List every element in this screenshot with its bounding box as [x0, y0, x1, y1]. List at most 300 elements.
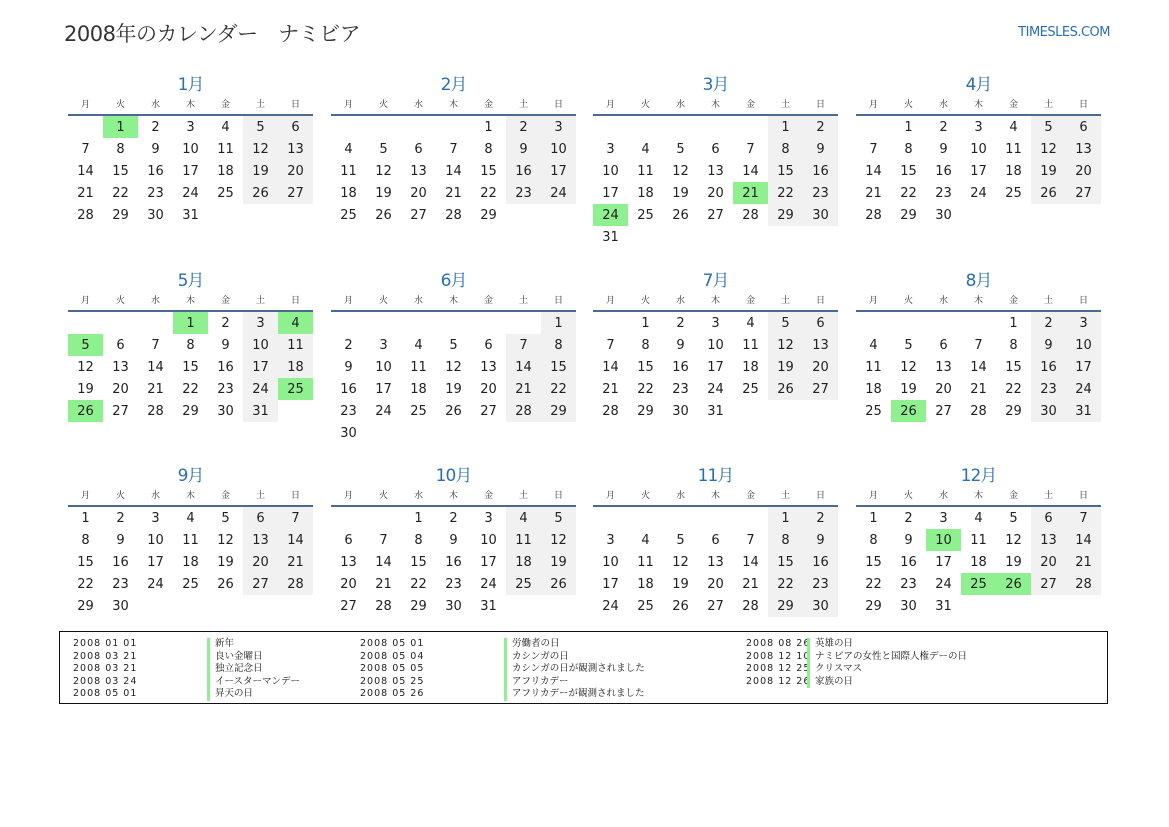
day-cell: 26	[445, 403, 462, 419]
day-cell: 15	[480, 163, 497, 179]
day-cell: 29	[480, 207, 497, 223]
day-cell: 8	[116, 141, 125, 157]
day-cell: 6	[116, 337, 125, 353]
month-2	[331, 74, 576, 226]
day-cell: 24	[243, 378, 278, 400]
day-cell: 23	[1031, 378, 1066, 400]
day-cell: 20	[112, 381, 129, 397]
empty-cell	[471, 311, 506, 334]
day-cell: 24	[707, 381, 724, 397]
empty-cell	[401, 422, 436, 444]
day-cell: 18	[182, 554, 199, 570]
day-cell: 10	[480, 532, 497, 548]
day-cell: 1	[904, 119, 913, 135]
day-cell: 4	[869, 337, 878, 353]
weekday-header: 火	[891, 292, 926, 311]
weekday-header: 月	[593, 96, 628, 115]
holiday-column	[73, 638, 393, 701]
weekday-header: 月	[68, 487, 103, 506]
day-cell: 28	[77, 207, 94, 223]
day-cell: 1	[103, 115, 138, 138]
day-cell: 23	[803, 573, 838, 595]
day-cell: 12	[375, 163, 392, 179]
empty-cell	[278, 400, 313, 422]
day-cell: 6	[484, 337, 493, 353]
holiday-row	[360, 663, 680, 676]
day-cell: 10	[602, 554, 619, 570]
day-cell: 25	[217, 185, 234, 201]
day-cell: 26	[541, 573, 576, 595]
empty-cell	[541, 422, 576, 444]
weekday-header: 土	[768, 487, 803, 506]
day-cell: 11	[742, 337, 759, 353]
weekday-header: 土	[506, 292, 541, 311]
day-cell: 22	[900, 185, 917, 201]
day-cell: 8	[904, 141, 913, 157]
day-cell: 11	[1005, 141, 1022, 157]
day-cell: 6	[939, 337, 948, 353]
day-cell: 23	[112, 576, 129, 592]
empty-cell	[733, 115, 768, 138]
day-cell: 10	[926, 529, 961, 551]
day-cell: 2	[449, 510, 458, 526]
day-cell: 8	[414, 532, 423, 548]
day-cell: 31	[480, 598, 497, 614]
day-cell: 26	[375, 207, 392, 223]
day-cell: 29	[541, 400, 576, 422]
day-cell: 22	[541, 378, 576, 400]
weekday-header: 日	[803, 96, 838, 115]
weekday-header: 日	[278, 96, 313, 115]
day-cell: 22	[410, 576, 427, 592]
day-cell: 8	[484, 141, 493, 157]
day-cell: 30	[147, 207, 164, 223]
day-cell: 9	[676, 337, 685, 353]
day-cell: 11	[865, 359, 882, 375]
weekday-header: 金	[208, 487, 243, 506]
day-cell: 24	[1066, 378, 1101, 400]
day-cell: 5	[1009, 510, 1018, 526]
day-cell: 1	[1009, 315, 1018, 331]
weekday-header: 日	[541, 292, 576, 311]
weekday-header: 日	[541, 96, 576, 115]
day-cell: 6	[243, 506, 278, 529]
day-cell: 8	[1009, 337, 1018, 353]
empty-cell	[628, 115, 663, 138]
weekday-header: 金	[471, 292, 506, 311]
day-cell: 7	[449, 141, 458, 157]
weekday-header: 火	[891, 487, 926, 506]
empty-cell	[628, 506, 663, 529]
holiday-name: カシンガの日	[504, 651, 569, 664]
weekday-header: 月	[856, 292, 891, 311]
day-cell: 16	[803, 551, 838, 573]
day-cell: 23	[803, 182, 838, 204]
day-cell: 15	[410, 554, 427, 570]
empty-cell	[996, 595, 1031, 617]
weekday-header: 金	[996, 292, 1031, 311]
day-cell: 8	[768, 529, 803, 551]
empty-cell	[331, 115, 366, 138]
day-cell: 29	[865, 598, 882, 614]
weekday-header: 水	[663, 96, 698, 115]
day-cell: 23	[900, 576, 917, 592]
day-cell: 6	[711, 532, 720, 548]
day-cell: 30	[803, 204, 838, 226]
weekday-header: 土	[506, 96, 541, 115]
holiday-name: 英雄の日	[807, 638, 853, 651]
weekday-header: 火	[891, 96, 926, 115]
day-cell: 7	[1066, 506, 1101, 529]
day-cell: 17	[480, 554, 497, 570]
empty-cell	[663, 115, 698, 138]
day-cell: 19	[672, 576, 689, 592]
holiday-name: 新年	[207, 638, 234, 651]
day-cell: 24	[970, 185, 987, 201]
day-cell: 27	[410, 207, 427, 223]
day-cell: 7	[974, 337, 983, 353]
holiday-date: 2008 08 26	[746, 638, 811, 649]
day-cell: 20	[278, 160, 313, 182]
day-cell: 26	[891, 400, 926, 422]
day-cell: 23	[935, 185, 952, 201]
day-cell: 19	[900, 381, 917, 397]
page-title: 2008年のカレンダー ナミビア	[64, 22, 361, 46]
day-cell: 2	[939, 119, 948, 135]
day-cell: 8	[768, 138, 803, 160]
holiday-name: 独立記念日	[207, 663, 263, 676]
day-cell: 12	[77, 359, 94, 375]
day-cell: 6	[1031, 506, 1066, 529]
day-cell: 27	[707, 207, 724, 223]
empty-cell	[628, 226, 663, 248]
day-cell: 19	[77, 381, 94, 397]
day-cell: 21	[970, 381, 987, 397]
day-cell: 20	[410, 185, 427, 201]
month-1	[68, 74, 313, 226]
day-cell: 16	[506, 160, 541, 182]
day-cell: 29	[112, 207, 129, 223]
day-cell: 28	[506, 400, 541, 422]
empty-cell	[1031, 204, 1066, 226]
weekday-header: 日	[803, 487, 838, 506]
day-cell: 15	[1005, 359, 1022, 375]
weekday-header: 金	[733, 96, 768, 115]
day-cell: 21	[733, 182, 768, 204]
day-cell: 17	[147, 554, 164, 570]
empty-cell	[768, 226, 803, 248]
day-cell: 8	[641, 337, 650, 353]
day-cell: 20	[803, 356, 838, 378]
empty-cell	[1066, 595, 1101, 617]
day-cell: 28	[445, 207, 462, 223]
day-cell: 2	[803, 506, 838, 529]
day-cell: 25	[182, 576, 199, 592]
weekday-header: 土	[1031, 292, 1066, 311]
day-cell: 16	[935, 163, 952, 179]
empty-cell	[331, 506, 366, 529]
day-cell: 9	[344, 359, 353, 375]
empty-cell	[733, 400, 768, 422]
day-cell: 11	[506, 529, 541, 551]
empty-cell	[663, 226, 698, 248]
empty-cell	[506, 595, 541, 617]
empty-cell	[243, 204, 278, 226]
day-cell: 14	[506, 356, 541, 378]
empty-cell	[68, 311, 103, 334]
day-cell: 28	[278, 573, 313, 595]
day-cell: 1	[414, 510, 423, 526]
day-cell: 7	[746, 141, 755, 157]
day-cell: 24	[480, 576, 497, 592]
day-cell: 5	[676, 141, 685, 157]
day-cell: 15	[900, 163, 917, 179]
weekday-header: 木	[961, 487, 996, 506]
month-table	[68, 487, 313, 617]
day-cell: 12	[1031, 138, 1066, 160]
day-cell: 10	[602, 163, 619, 179]
day-cell: 19	[243, 160, 278, 182]
weekday-header: 日	[1066, 487, 1101, 506]
day-cell: 4	[278, 311, 313, 334]
month-table	[856, 292, 1101, 422]
day-cell: 3	[606, 141, 615, 157]
holiday-row	[746, 638, 1066, 651]
empty-cell	[506, 204, 541, 226]
day-cell: 29	[410, 598, 427, 614]
empty-cell	[68, 115, 103, 138]
day-cell: 12	[243, 138, 278, 160]
day-cell: 24	[375, 403, 392, 419]
day-cell: 15	[182, 359, 199, 375]
day-cell: 9	[151, 141, 160, 157]
holiday-name: クリスマス	[807, 663, 862, 676]
day-cell: 7	[606, 337, 615, 353]
day-cell: 27	[243, 573, 278, 595]
day-cell: 13	[707, 554, 724, 570]
day-cell: 23	[340, 403, 357, 419]
day-cell: 12	[768, 334, 803, 356]
weekday-header: 金	[996, 96, 1031, 115]
day-cell: 3	[606, 532, 615, 548]
day-cell: 12	[900, 359, 917, 375]
day-cell: 3	[186, 119, 195, 135]
empty-cell	[593, 506, 628, 529]
weekday-header: 月	[331, 487, 366, 506]
weekday-header: 金	[996, 487, 1031, 506]
month-10	[331, 465, 576, 617]
day-cell: 6	[278, 115, 313, 138]
day-cell: 5	[676, 532, 685, 548]
holiday-date: 2008 05 25	[360, 675, 425, 687]
day-cell: 5	[243, 115, 278, 138]
empty-cell	[698, 226, 733, 248]
day-cell: 21	[1066, 551, 1101, 573]
day-cell: 30	[935, 207, 952, 223]
holiday-date: 2008 03 21	[73, 663, 138, 675]
day-cell: 19	[445, 381, 462, 397]
holiday-row	[746, 651, 1066, 664]
day-cell: 22	[637, 381, 654, 397]
day-cell: 1	[768, 506, 803, 529]
day-cell: 17	[602, 576, 619, 592]
weekday-header: 土	[768, 96, 803, 115]
day-cell: 2	[1031, 311, 1066, 334]
weekday-header: 月	[331, 96, 366, 115]
day-cell: 22	[1005, 381, 1022, 397]
day-cell: 20	[707, 185, 724, 201]
day-cell: 17	[182, 163, 199, 179]
day-cell: 27	[707, 598, 724, 614]
weekday-header: 月	[593, 292, 628, 311]
day-cell: 17	[243, 356, 278, 378]
day-cell: 3	[151, 510, 160, 526]
weekday-header: 水	[138, 487, 173, 506]
day-cell: 4	[221, 119, 230, 135]
holiday-date: 2008 12 26	[746, 675, 811, 687]
day-cell: 14	[1066, 529, 1101, 551]
day-cell: 6	[803, 311, 838, 334]
day-cell: 18	[278, 356, 313, 378]
month-table	[593, 292, 838, 422]
day-cell: 25	[637, 207, 654, 223]
day-cell: 6	[414, 141, 423, 157]
day-cell: 23	[217, 381, 234, 397]
day-cell: 14	[970, 359, 987, 375]
day-cell: 24	[147, 576, 164, 592]
day-cell: 18	[217, 163, 234, 179]
month-table	[856, 487, 1101, 617]
day-cell: 20	[480, 381, 497, 397]
empty-cell	[961, 204, 996, 226]
weekday-header: 火	[103, 292, 138, 311]
day-cell: 21	[278, 551, 313, 573]
day-cell: 7	[81, 141, 90, 157]
holiday-row	[73, 651, 393, 664]
empty-cell	[1031, 595, 1066, 617]
day-cell: 18	[637, 576, 654, 592]
weekday-header: 水	[663, 487, 698, 506]
weekday-header: 月	[856, 487, 891, 506]
day-cell: 16	[445, 554, 462, 570]
empty-cell	[961, 595, 996, 617]
day-cell: 20	[1031, 551, 1066, 573]
day-cell: 12	[672, 163, 689, 179]
weekday-header: 火	[103, 96, 138, 115]
day-cell: 21	[602, 381, 619, 397]
day-cell: 13	[935, 359, 952, 375]
day-cell: 3	[243, 311, 278, 334]
weekday-header: 金	[471, 487, 506, 506]
day-cell: 5	[68, 334, 103, 356]
day-cell: 4	[974, 510, 983, 526]
day-cell: 12	[445, 359, 462, 375]
day-cell: 27	[1066, 182, 1101, 204]
day-cell: 6	[344, 532, 353, 548]
day-cell: 27	[803, 378, 838, 400]
day-cell: 5	[379, 141, 388, 157]
day-cell: 4	[506, 506, 541, 529]
day-cell: 4	[414, 337, 423, 353]
day-cell: 14	[742, 554, 759, 570]
day-cell: 13	[112, 359, 129, 375]
weekday-header: 木	[436, 487, 471, 506]
day-cell: 27	[112, 403, 129, 419]
day-cell: 5	[768, 311, 803, 334]
day-cell: 9	[803, 138, 838, 160]
day-cell: 22	[865, 576, 882, 592]
empty-cell	[593, 311, 628, 334]
day-cell: 19	[768, 356, 803, 378]
holiday-date: 2008 05 26	[360, 688, 425, 700]
day-cell: 10	[970, 141, 987, 157]
empty-cell	[506, 422, 541, 444]
empty-cell	[366, 311, 401, 334]
empty-cell	[278, 204, 313, 226]
weekday-header: 金	[471, 96, 506, 115]
day-cell: 18	[637, 185, 654, 201]
day-cell: 4	[746, 315, 755, 331]
day-cell: 25	[410, 403, 427, 419]
day-cell: 10	[1066, 334, 1101, 356]
month-table	[68, 292, 313, 422]
day-cell: 18	[340, 185, 357, 201]
day-cell: 11	[182, 532, 199, 548]
day-cell: 15	[768, 551, 803, 573]
weekday-header: 火	[366, 96, 401, 115]
day-cell: 7	[151, 337, 160, 353]
empty-cell	[768, 400, 803, 422]
site-link[interactable]: TIMESLES.COM	[1018, 25, 1110, 40]
day-cell: 23	[147, 185, 164, 201]
month-11	[593, 465, 838, 617]
holiday-list	[59, 631, 1108, 704]
empty-cell	[698, 506, 733, 529]
day-cell: 27	[278, 182, 313, 204]
holiday-name: ナミビアの女性と国際人権デーの日	[807, 651, 967, 664]
day-cell: 21	[445, 185, 462, 201]
day-cell: 4	[186, 510, 195, 526]
holiday-name: 昇天の日	[207, 688, 253, 701]
day-cell: 28	[865, 207, 882, 223]
month-title: 2月	[440, 75, 467, 95]
day-cell: 6	[711, 141, 720, 157]
day-cell: 9	[803, 529, 838, 551]
day-cell: 13	[410, 163, 427, 179]
empty-cell	[856, 115, 891, 138]
day-cell: 25	[961, 573, 996, 595]
day-cell: 6	[1066, 115, 1101, 138]
empty-cell	[733, 226, 768, 248]
day-cell: 3	[541, 115, 576, 138]
day-cell: 1	[869, 510, 878, 526]
day-cell: 11	[970, 532, 987, 548]
month-title: 4月	[965, 75, 992, 95]
empty-cell	[996, 204, 1031, 226]
weekday-header: 土	[768, 292, 803, 311]
day-cell: 24	[182, 185, 199, 201]
holiday-date: 2008 01 01	[73, 638, 138, 649]
day-cell: 27	[480, 403, 497, 419]
day-cell: 26	[68, 400, 103, 422]
day-cell: 14	[147, 359, 164, 375]
day-cell: 8	[81, 532, 90, 548]
empty-cell	[366, 422, 401, 444]
day-cell: 16	[672, 359, 689, 375]
day-cell: 2	[221, 315, 230, 331]
day-cell: 15	[112, 163, 129, 179]
day-cell: 30	[217, 403, 234, 419]
